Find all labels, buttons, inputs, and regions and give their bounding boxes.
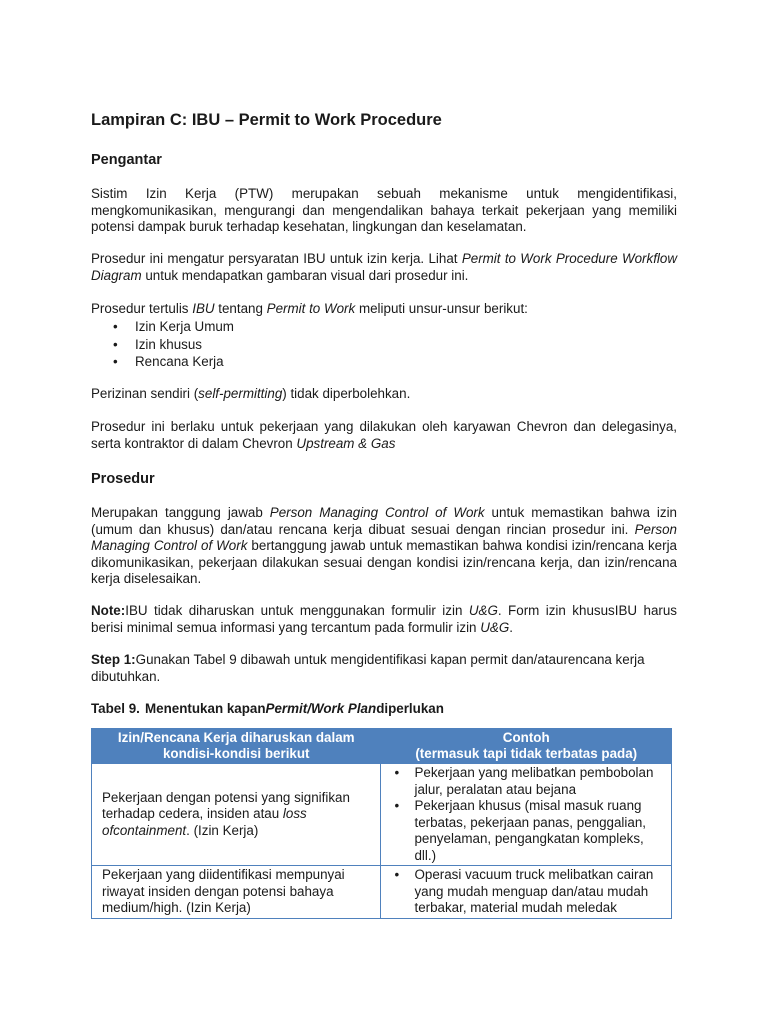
heading-pengantar: Pengantar <box>91 152 162 168</box>
permit-requirement-table <box>91 728 672 919</box>
example-item: • Pekerjaan khusus (misal masuk ruang terbatas, pekerjaan panas, penggalian, penyelaman, pengangkatan kompleks, dll.) <box>414 798 667 864</box>
page-title: Lampiran C: IBU – Permit to Work Procedure <box>91 111 442 129</box>
paragraph-elements-intro: Prosedur tertulis IBU tentang Permit to Work meliputi unsur-unsur berikut: <box>91 301 528 316</box>
list-item: • Izin khusus <box>135 336 234 354</box>
example-item: • Operasi vacuum truck melibatkan cairan yang mudah menguap dan/atau mudah terbakar, material mudah meledak <box>414 867 667 917</box>
table-header-row <box>92 729 672 764</box>
elements-list <box>91 318 234 371</box>
example-cell <box>381 866 672 919</box>
paragraph-step-1: Step 1:Gunakan Tabel 9 dibawah untuk mengidentifikasi kapan permit dan/ataurencana kerja dibutuhkan. <box>91 652 645 684</box>
paragraph-ptw-intro: Sistim Izin Kerja (PTW) merupakan sebuah mekanisme untuk mengidentifikasi, mengkomunikasikan, mengurangi dan mengendalikan bahaya terkait pekerjaan yang memiliki potensi dampak buruk terhadap kesehatan, lingkungan dan keselamatan. <box>91 186 677 234</box>
condition-cell: Pekerjaan dengan potensi yang signifikan terhadap cedera, insiden atau loss ofcontainment. (Izin Kerja) <box>92 764 381 866</box>
column-header-examples: Contoh (termasuk tapi tidak terbatas pada) <box>381 729 672 764</box>
paragraph-responsibility: Merupakan tanggung jawab Person Managing Control of Work untuk memastikan bahwa izin (umum dan khusus) dan/atau rencana kerja dibuat sesuai dengan rincian prosedur ini. Person Managing Control of Work bertanggung jawab untuk memastikan bahwa kondisi izin/rencana kerja dikomunikasikan, pekerjaan dilakukan sesuai dengan kondisi izin/rencana kerja, dan izin/rencana kerja diselesaikan. <box>91 505 677 586</box>
paragraph-self-permitting: Perizinan sendiri (self-permitting) tidak diperbolehkan. <box>91 386 411 401</box>
heading-prosedur: Prosedur <box>91 471 155 487</box>
example-cell <box>381 764 672 866</box>
condition-cell: Pekerjaan yang diidentifikasi mempunyai riwayat insiden dengan potensi bahaya medium/high. (Izin Kerja) <box>92 866 381 919</box>
table-row <box>92 866 672 919</box>
paragraph-note: Note:IBU tidak diharuskan untuk menggunakan formulir izin U&G. Form izin khususIBU harus berisi minimal semua informasi yang tercantum pada formulir izin U&G. <box>91 603 677 635</box>
list-item: • Izin Kerja Umum <box>135 318 234 336</box>
table-caption: Tabel 9. Menentukan kapanPermit/Work Plandiperlukan <box>91 701 444 716</box>
example-item: • Pekerjaan yang melibatkan pembobolan jalur, peralatan atau bejana <box>414 765 667 798</box>
list-item: • Rencana Kerja <box>135 353 234 371</box>
table-row <box>92 764 672 866</box>
column-header-conditions: Izin/Rencana Kerja diharuskan dalam kondisi-kondisi berikut <box>92 729 381 764</box>
paragraph-procedure-scope: Prosedur ini mengatur persyaratan IBU untuk izin kerja. Lihat Permit to Work Procedure Workflow Diagram untuk mendapatkan gambaran visual dari prosedur ini. <box>91 251 678 283</box>
paragraph-applicability: Prosedur ini berlaku untuk pekerjaan yang dilakukan oleh karyawan Chevron dan delegasinya, serta kontraktor di dalam Chevron Upstream & Gas <box>91 419 677 451</box>
